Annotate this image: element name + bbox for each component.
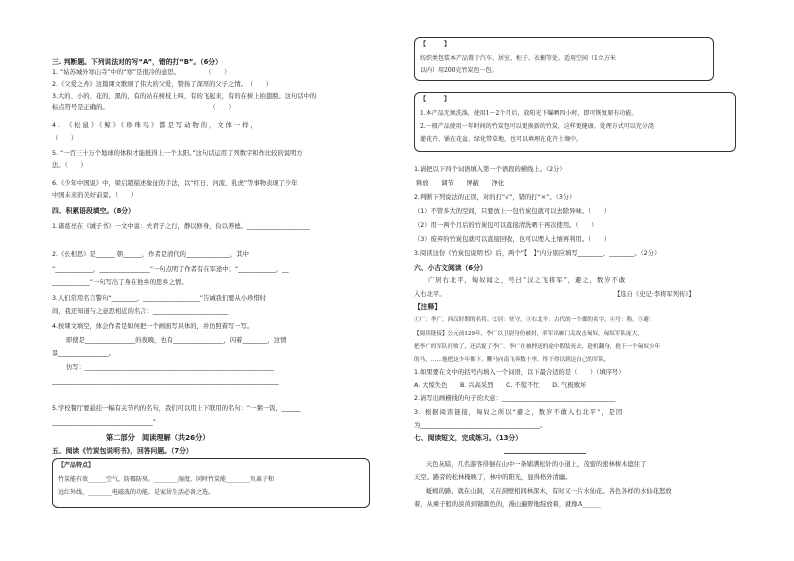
question-3-6-line2: 中国未来的美好前景。（ ）	[52, 192, 138, 199]
question-3-6-line1: 6.《少年中国说》中，梁启超描述象征的手法，以“红日、河流、乳虎”等事物表现了少年	[52, 180, 298, 187]
reading-link-line2: 把李广的军队打败了，还活捉了李广。李广在被押送的途中假装死去，趁机翻身，抢下一个匈奴少年	[414, 344, 661, 350]
passage-title-blank	[504, 453, 586, 454]
question-6-1-options: A. 大惊失色 B. 兴高采烈 C. 不慌不忙 D. 气极败坏	[414, 382, 587, 389]
usage-box-line2: 以内）用200克竹炭包一包。	[420, 67, 498, 74]
reading-link-line3: 的马，……他把这少年推下，鞭马向南飞奔数十里，终于得以到达自己的军队。	[414, 357, 610, 363]
question-4-5-line2: ________________________________”	[52, 419, 157, 426]
question-4-3-line2: 间，我还知道与之意思相近的名言：________________________	[52, 308, 229, 315]
section-6-title: 六、小古文阅读（6分）	[414, 264, 487, 272]
question-3-3-line1: 3.大的、小的、花的、黑的，有的站在树枝上叫，有的飞起来，有的在树上拍翅膀。这句话中的	[52, 93, 317, 100]
question-4-4-line3: 景________________。	[52, 350, 115, 357]
question-5-2-3: （3）废弃的竹炭包就可以直接回收，也可以埋入土壤再利用。（ ）	[414, 236, 611, 243]
question-3-3-line2: 标点符号是正确的。 （ ）	[52, 104, 235, 111]
question-5-2-1: （1）不管多大的空间，只要放上一包竹炭包就可以去除异味。（ ）	[414, 208, 611, 215]
question-3-4-line1: 4. 《松鼠》《鲸》《珍珠鸟》都是写动物的，文体一样，	[52, 122, 259, 129]
annotation-title: 【注释】	[414, 303, 442, 311]
question-4-2-line3: ____________”一句写出了身在他乡的思乡之情。	[52, 279, 188, 286]
question-4-4-blank: ________________________________________________________________________	[52, 378, 279, 385]
word-choices: 释放 调节 屏蔽 净化	[416, 180, 505, 187]
part-2-title: 第二部分 阅读理解（共26分）	[106, 433, 210, 442]
passage-line1: 天色灰暗，几名游客徘徊在山中一条铺满松针的小道上，茂密的密林树木遮住了	[426, 461, 647, 468]
question-3-5-line1: 5. “一百三十万个地球的体积才能抵得上一个太阳。”这句话运用了列数字和作比较的说明方	[52, 150, 303, 157]
section-3-title: 三. 判断题。下列说法对的写“A”，错的打“B”。（6分）	[52, 58, 222, 66]
question-5-3: 3.阅读这份《竹炭包说明书》后，两个“【 】”内分别应填写________、________。（2分）	[414, 250, 661, 257]
reading-link-line1: 【阅读链接】公元前129年，李广以卫尉身份被封，率军出雁门关攻击匈奴。匈奴军队庞大，	[414, 331, 643, 337]
question-4-4-line1: 4.按课文填空，体会作者是如何把一个画面写具体的，并仿照着写一写。	[52, 323, 254, 330]
question-4-1: 1.诸葛亮在《诫子书》一文中说：夫君子之行，静以修身，俭以养德。____________________	[52, 223, 310, 230]
passage-line2: 天空。路旁的松林掩映了，林中的阳光，显得格外清幽。	[414, 474, 572, 481]
passage-line4: 着，从乘子般的淡黄到锯颜色的，漫山遍野地绽放着，就像A______	[414, 501, 602, 508]
question-5-2-2: （2）用一两个月后的竹炭包可以直接清洗晒干再次使用。（ ）	[414, 222, 598, 229]
question-3-1: 1. “姑苏城外寒山寺”中的“寒”是很冷的意思。 （ ）	[52, 69, 231, 76]
section-5-title: 五、阅读《竹炭包说明书》，回答问题。（7分）	[52, 447, 193, 455]
question-6-2: 2.请写出画横线的句子的大意：____________________________________	[414, 395, 616, 402]
maintenance-box-line1: 1.本产品无须洗涤，使用1～2个月后，放阳光下曝晒四小时，即可恢复原有功能。	[420, 110, 638, 117]
product-features-line1: 竹炭能有效______空气，防霉防臭。________湿度，同时竹炭能________负离子和	[58, 476, 275, 483]
question-4-4-line2: 即使是________________的夜晚，也有________________，闪着________，这情	[66, 337, 287, 344]
question-3-2: 2.《父爱之舟》这篇课文歌颂了伟大的父爱，赞扬了深厚的父子之情。 （ ）	[52, 81, 273, 88]
classical-text-source: 【选自《史记·李将军列传》】	[614, 291, 695, 298]
section-4-title: 四、积累语段填空。（8分）	[52, 207, 135, 215]
product-features-title: 【产品特点】	[58, 462, 95, 469]
question-4-4-imitation: 仿写：____________________________________________________________	[66, 364, 274, 371]
maintenance-box-title: 【 】	[420, 96, 451, 103]
usage-box-line1: 纺织类包装本产品置于汽车、居室、柜子、衣橱等处。适用空间（1立方米	[420, 55, 616, 62]
question-6-3-line1: 3. 根据阅读链接，匈奴之所以“避之，数岁不敢入右北平”，是因	[414, 409, 624, 416]
question-5-2: 2.判断下列说法的正误，对的打“√”，错的打“×”。（3分）	[414, 194, 576, 201]
question-4-2-line1: 2.《长相思》是______ 朝______，作者是清代的______________，其中	[52, 251, 249, 258]
question-6-1: 1.如果要在文中的括号内填入一个词语，以下最合适的是（ ）（填序号）	[414, 369, 625, 376]
maintenance-box-line2: 2.一般产品使用一年时间的竹炭包可以更换新的竹炭，这样更健康。处理方式可以充分浇	[420, 123, 654, 130]
product-features-line2: 远红外线，________电磁波的功能，是家居生活必备之选。	[58, 489, 215, 496]
question-3-5-line2: 法。（ ）	[52, 162, 87, 169]
classical-text-line1: 广居右北平，匈奴闻之，号曰“汉之飞将军”，避之，数岁不敢	[428, 277, 627, 284]
classical-text-line2: 入右北平。	[414, 291, 446, 298]
usage-box-title: 【 】	[420, 41, 451, 48]
question-5-1: 1.请把以下四个词语填入第一个语段的横线上。（2分）	[414, 166, 566, 173]
question-4-3-line1: 3.人们常用名言警句“________，__________________”告诫我们要从小珍惜时	[52, 295, 267, 302]
annotation-line1: ①广：李广，西汉时期的名将。②居：驻守。③右北平：古代的一个郡的名字。④号：称。⑤避：	[414, 317, 655, 323]
question-3-4-line2: （ ）	[52, 135, 78, 142]
question-6-3-line2: 为______________________________________。	[414, 422, 547, 429]
question-4-5-line1: 5.学校餐厅要悬挂一幅有关节约的名句，我们可以用上下联用的名句：“一粥一饭，______	[52, 405, 301, 412]
maintenance-box-line3: 灌花卉、铺在花盆、绿化带草地，也可以填埋在花卉土壤中。	[420, 136, 583, 143]
section-7-title: 七、阅读短文，完成练习。（13分）	[414, 434, 523, 442]
passage-line3: 蚯蚓的路，就在山洞，又在洞壁相间林深木，有时又一片水仙花。各色各样的水仙花怒放	[426, 488, 672, 495]
question-4-2-line2: “____________，________________”一句点明了作者有在军途中；“____________，__	[52, 266, 289, 273]
